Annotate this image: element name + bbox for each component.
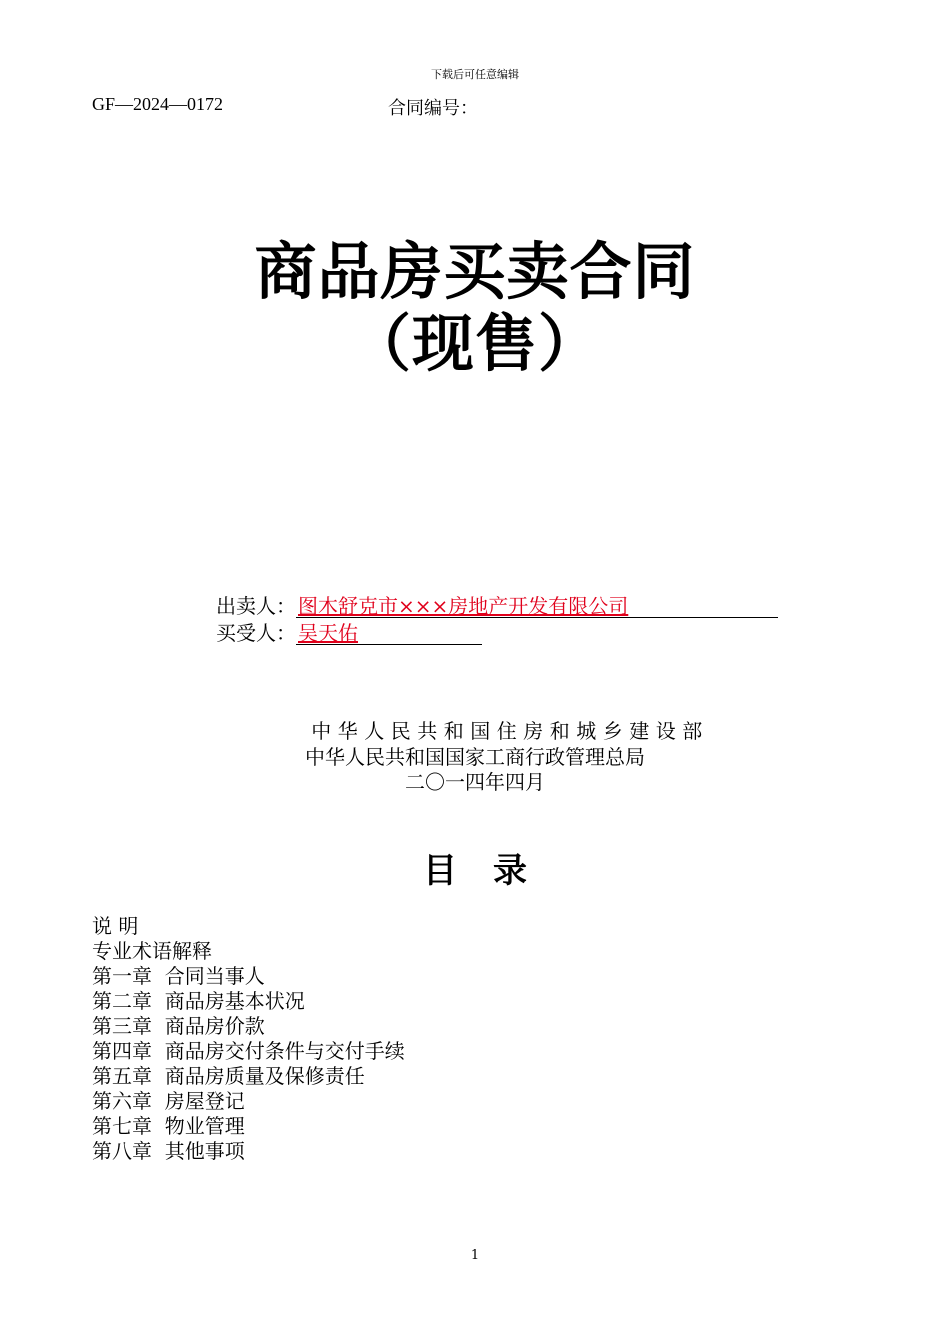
header-note: 下载后可任意编辑: [431, 68, 519, 81]
toc-list: [92, 914, 405, 1164]
gf-code: GF—2024—0172: [92, 94, 224, 114]
toc-item: 专业术语解释: [92, 939, 212, 963]
toc-item: 说 明: [92, 914, 139, 938]
document-title: 商品房买卖合同: [254, 235, 696, 308]
contract-number-label: 合同编号：: [388, 98, 478, 119]
toc-item: 第七章 物业管理: [92, 1114, 245, 1138]
buyer-name: 吴天佑: [298, 621, 358, 645]
buyer-field: [296, 622, 482, 645]
toc-item: 第一章 合同当事人: [92, 964, 265, 988]
document-subtitle: （现售）: [348, 307, 601, 380]
issuer-administration: 中华人民共和国国家工商行政管理总局: [305, 745, 645, 769]
toc-item: 第四章 商品房交付条件与交付手续: [92, 1039, 405, 1063]
toc-item: 第六章 房屋登记: [92, 1089, 245, 1113]
seller-line: [216, 590, 778, 619]
buyer-label: 买受人：: [216, 621, 296, 645]
issuer-ministry: 中华人民共和国住房和城乡建设部: [311, 719, 709, 743]
toc-title: 目录: [423, 851, 563, 891]
page-number: 1: [470, 1248, 480, 1263]
seller-field: [296, 595, 778, 618]
toc-item: 第三章 商品房价款: [92, 1014, 265, 1038]
seller-name: 图木舒克市×××房地产开发有限公司: [298, 594, 629, 618]
buyer-line: [216, 617, 482, 646]
seller-label: 出卖人：: [216, 594, 296, 618]
issue-date: 二〇一四年四月: [405, 770, 545, 794]
toc-item: 第八章 其他事项: [92, 1139, 245, 1163]
toc-item: 第五章 商品房质量及保修责任: [92, 1064, 365, 1088]
toc-item: 第二章 商品房基本状况: [92, 989, 305, 1013]
contract-number: [388, 94, 488, 120]
